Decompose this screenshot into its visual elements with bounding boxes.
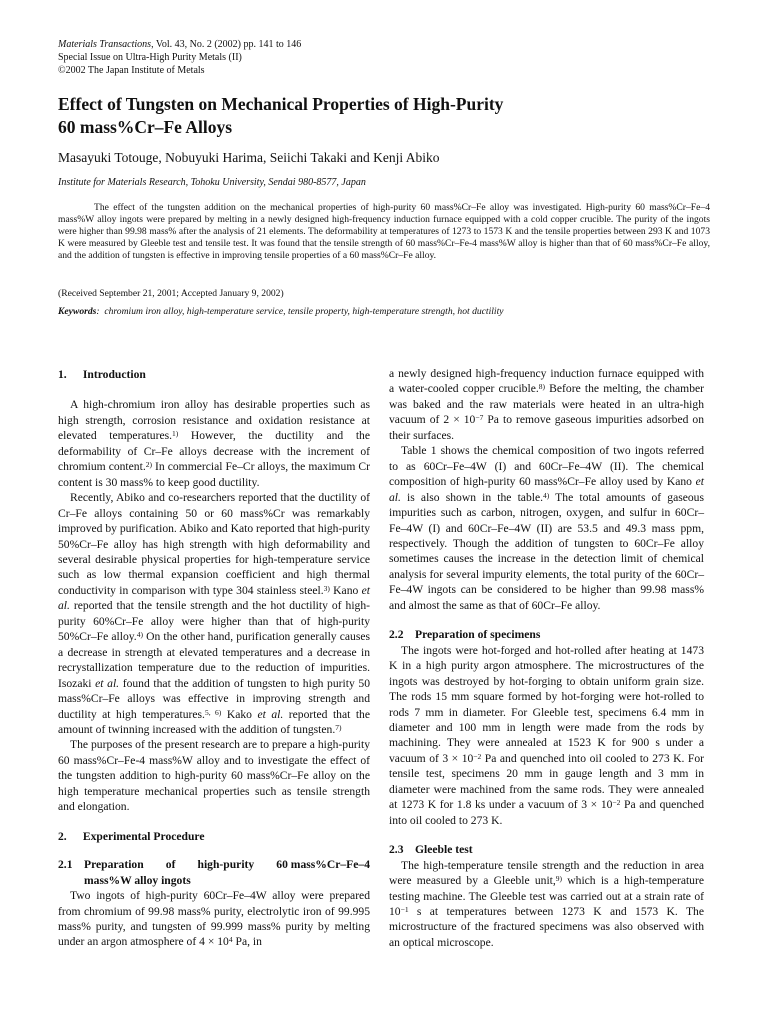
section-2-1-continued: a newly designed high-frequency induction furnace equipped with a water-cooled copper crucible.$^{8)}$ Before the melting, the chamber was baked and the raw materials were heated in an ultra-high vacuum of $2 \times 10^{-7}$ Pa to remove gaseous impurities adsorbed on their surfaces. — [389, 367, 704, 442]
keywords: Keywords: chromium iron alloy, high-temperature service, tensile property, high-temperature strength, hot ductility — [58, 306, 504, 317]
section-2-1-paragraph-2: Table 1 shows the chemical composition of two ingots referred to as 60Cr–Fe–4W (I) and 60Cr–Fe–4W (II). The chemical composition of high-purity 60 mass%Cr–Fe alloy used by Kano et al. is also shown in the table.$^{4)}$ The total amounts of gaseous impurities such as carbon, nitrogen, oxygen, and sulfur in 60Cr–Fe–4W (I) and 60Cr–Fe–4W (II) are 53.5 and 49.3 mass ppm, respectively. Though the addition of tungsten to 60Cr–Fe alloy sometimes causes the increase in the detection limit of chemical analysis for several impurity elements, the total purity of the 60Cr–Fe–4W ingots can be considered to be higher than 99.98 mass% and almost the same as that of 60Cr–Fe alloy. — [389, 444, 704, 612]
special-issue: Special Issue on Ultra-High Purity Metals (II) — [58, 52, 242, 63]
abstract: The effect of the tungsten addition on the mechanical properties of high-purity 60 mass%Cr–Fe alloy was investigated. High-purity 60 mass%Cr–Fe–4 mass%W alloy ingots were prepared by melting in a newly designed high-frequency induction furnace equipped with a cold copper crucible. The purity of the ingots were higher than 99.98 mass% after the analysis of 21 elements. The deformability at temperatures of 1273 to 1573 K and the tensile properties between 293 K and 1073 K were measured by Gleeble test and tensile test. It was found that the tensile strength of 60 mass%Cr–Fe-4 mass%W alloy is higher than that of 60 mass%Cr–Fe alloy, and the addition of tungsten is effective in improving tensile properties of a 60 mass%Cr–Fe alloy. — [58, 202, 710, 261]
section-heading-experimental: 2. Experimental Procedure — [58, 829, 205, 843]
title-line-2: 60 mass%Cr–Fe Alloys — [58, 117, 233, 137]
paper-title — [58, 93, 503, 139]
section-2-1-paragraph: Two ingots of high-purity 60Cr–Fe–4W alloy were prepared from chromium of 99.98 mass% purity, electrolytic iron of 99.995 mass% purity, and tungsten of 99.999 mass% purity by melting under an argon atmosphere of $4 \times 10^4$ Pa, in — [58, 889, 370, 949]
subsection-heading-2-1: 2.1 Preparation of high-purity 60 mass%Cr–Fe–4 mass%W alloy ingots — [58, 858, 370, 887]
section-2-2-paragraph: The ingots were hot-forged and hot-rolled after heating at 1473 K in a high purity argon atmosphere. The microstructures of the ingots was destroyed by hot-forging to obtain uniform grain size. The rods 15 mm square formed by hot-forging were hot-rolled to rods 7 mm in diameter. For Gleeble test, specimens 6.4 mm in diameter and 100 mm in length were made from the rods by machining. They were annealed at 1523 K for 900 s under a vacuum of $3 \times 10^{-2}$ Pa and quenched into oil cooled to 273 K. For tensile test, specimens 20 mm in gauge length and 3 mm in diameter were machined from the same rods. They were annealed at 1273 K for 1.8 ks under a vacuum of $3 \times 10^{-2}$ Pa and quenched into oil cooled to 273 K. — [389, 643, 704, 827]
journal-header — [58, 38, 301, 77]
keywords-text: chromium iron alloy, high-temperature service, tensile property, high-temperature strength, hot ductility — [104, 306, 504, 317]
left-column — [58, 367, 370, 950]
intro-paragraph-1: A high-chromium iron alloy has desirable properties such as high strength, corrosion resistance and oxidation resistance at elevated temperatures.$^{1)}$ However, the ductility and the deformability of Cr–Fe alloys decrease with the increment of chromium content.$^{2)}$ In commercial Fe–Cr alloys, the maximum Cr content is 30 mass% to keep good ductility. — [58, 398, 371, 489]
keywords-label: Keywords — [58, 306, 97, 317]
journal-name: Materials Transactions — [58, 39, 152, 50]
section-2-3-paragraph: The high-temperature tensile strength and the reduction in area were measured by a Gleeble unit,$^{9)}$ which is a high-temperature testing machine. The Gleeble test was carried out at a strain rate of $10^{-1}$ s at temperatures between 1273 K and 1573 K. The microstructure of the fractured specimens was also observed with an optical microscope. — [389, 858, 704, 949]
subsection-heading-2-2: 2.2 Preparation of specimens — [389, 628, 541, 642]
subsection-heading-2-3: 2.3 Gleeble test — [389, 843, 473, 857]
copyright: ©2002 The Japan Institute of Metals — [58, 65, 205, 76]
intro-paragraph-3: The purposes of the present research are to prepare a high-purity 60 mass%Cr–Fe-4 mass%W alloy and to investigate the effect of the tungsten addition to high-purity 60 mass%Cr–Fe alloy on the high temperature mechanical properties such as tensile strength and elongation. — [58, 738, 370, 814]
journal-details: , Vol. 43, No. 2 (2002) pp. 141 to 146 — [151, 39, 302, 50]
intro-paragraph-2: Recently, Abiko and co-researchers reported that the ductility of Cr–Fe alloys containing 50 or 60 mass%Cr was remarkably improved by purification. Abiko and Kato reported that high-purity 50%Cr–Fe alloy has high strength with high deformability and several desirable physical properties for high-temperature service such as low thermal expansion coefficient and high thermal conductivity in comparison with type 304 stainless steel.$^{3)}$ Kano et al. reported that the tensile strength and the hot ductility of high-purity 60%Cr–Fe alloy were higher than that of high-purity 50%Cr–Fe alloy.$^{4)}$ On the other hand, purification generally causes a decrease in strength at elevated temperatures and a decrease in recrystallization temperature due to the reduction of impurities. Isozaki et al. found that the addition of tungsten to high purity 50 mass%Cr–Fe alloys was effective in improving strength and ductility at high temperatures.$^{5, 6)}$ Kako et al. reported that the amount of twinning increased with the addition of tungsten.$^{7)}$ — [58, 491, 371, 736]
received-dates: (Received September 21, 2001; Accepted January 9, 2002) — [58, 288, 284, 299]
right-column — [389, 366, 704, 950]
authors: Masayuki Totouge, Nobuyuki Harima, Seiichi Takaki and Kenji Abiko — [58, 150, 440, 165]
section-heading-introduction: 1. Introduction — [58, 368, 146, 381]
affiliation: Institute for Materials Research, Tohoku University, Sendai 980-8577, Japan — [58, 177, 366, 188]
title-line-1: Effect of Tungsten on Mechanical Properties of High-Purity — [58, 94, 504, 114]
